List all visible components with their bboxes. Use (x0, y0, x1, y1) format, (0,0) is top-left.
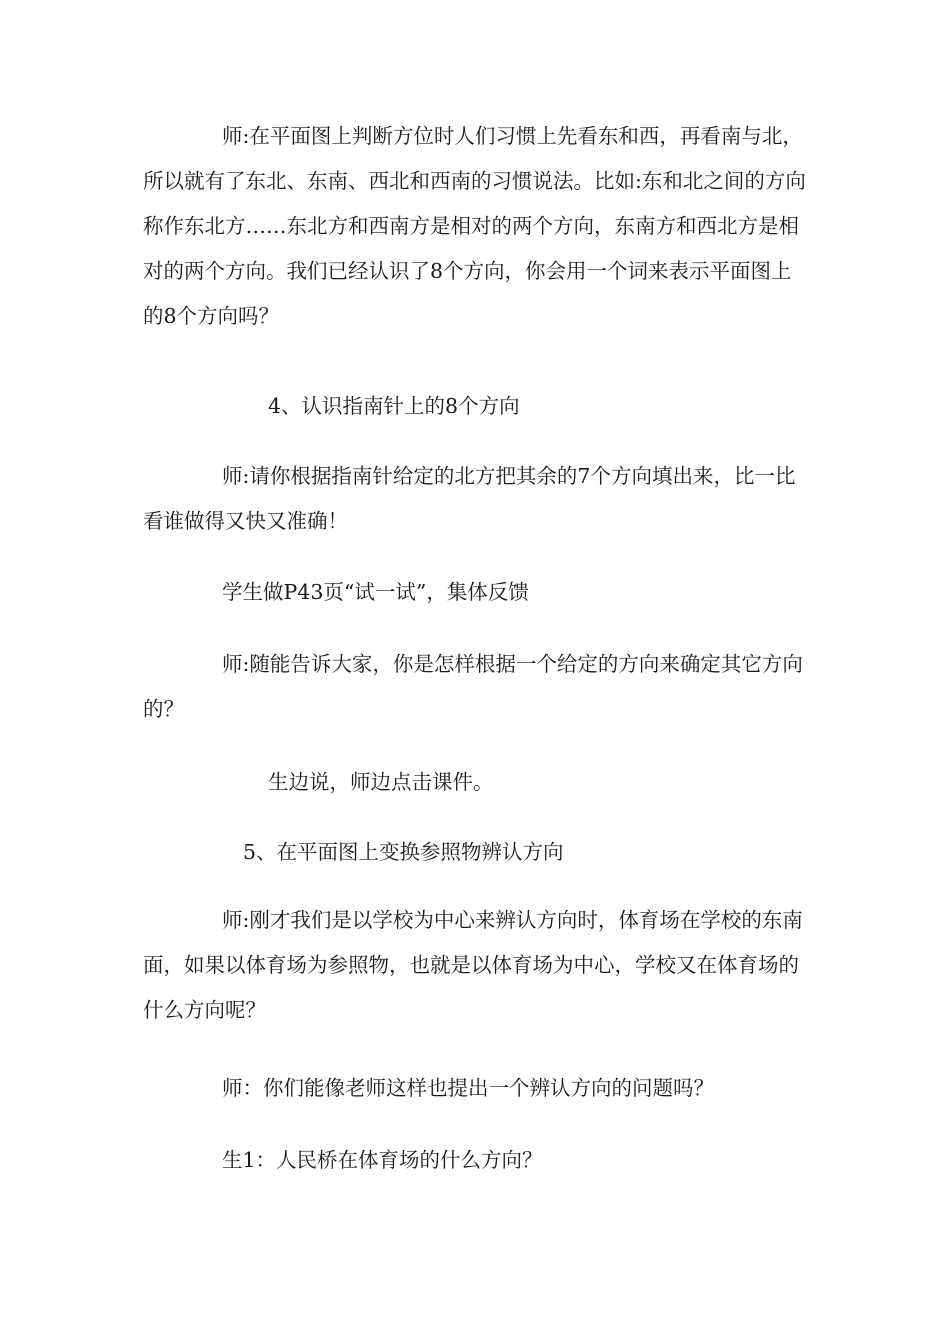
paragraph-teacher-question: 师:随能告诉大家，你是怎样根据一个给定的方向来确定其它方向的？ (143, 652, 803, 721)
paragraph-teacher-stadium: 师:刚才我们是以学校为中心来辨认方向时，体育场在学校的东南面，如果以体育场为参照物，也就是以体育场为中心，学校又在体育场的什么方向呢？ (143, 908, 803, 1022)
paragraph-teacher-directions: 师:在平面图上判断方位时人们习惯上先看东和西，再看南与北，所以就有了东北、东南、西北和西南的习惯说法。比如:东和北之间的方向称作东北方……东北方和西南方是相对的两个方向，东南方和西北方是相对的两个方向。我们已经认识了8个方向，你会用一个词来表示平面图上的8个方向吗？ (143, 124, 806, 328)
heading-compass-directions: 4、认识指南针上的8个方向 (268, 394, 520, 418)
paragraph-student-demo: 生边说，师边点击课件。 (268, 770, 494, 794)
paragraph-teacher-compass: 师:请你根据指南针给定的北方把其余的7个方向填出来，比一比看谁做得又快又准确！ (143, 464, 796, 533)
paragraph-student-exercise: 学生做P43页“试一试”，集体反馈 (222, 580, 529, 604)
paragraph-teacher-ask: 师：你们能像老师这样也提出一个辨认方向的问题吗？ (222, 1076, 714, 1100)
paragraph-student-1: 生1：人民桥在体育场的什么方向？ (222, 1148, 543, 1172)
heading-reference-change: 5、在平面图上变换参照物辨认方向 (243, 840, 564, 864)
